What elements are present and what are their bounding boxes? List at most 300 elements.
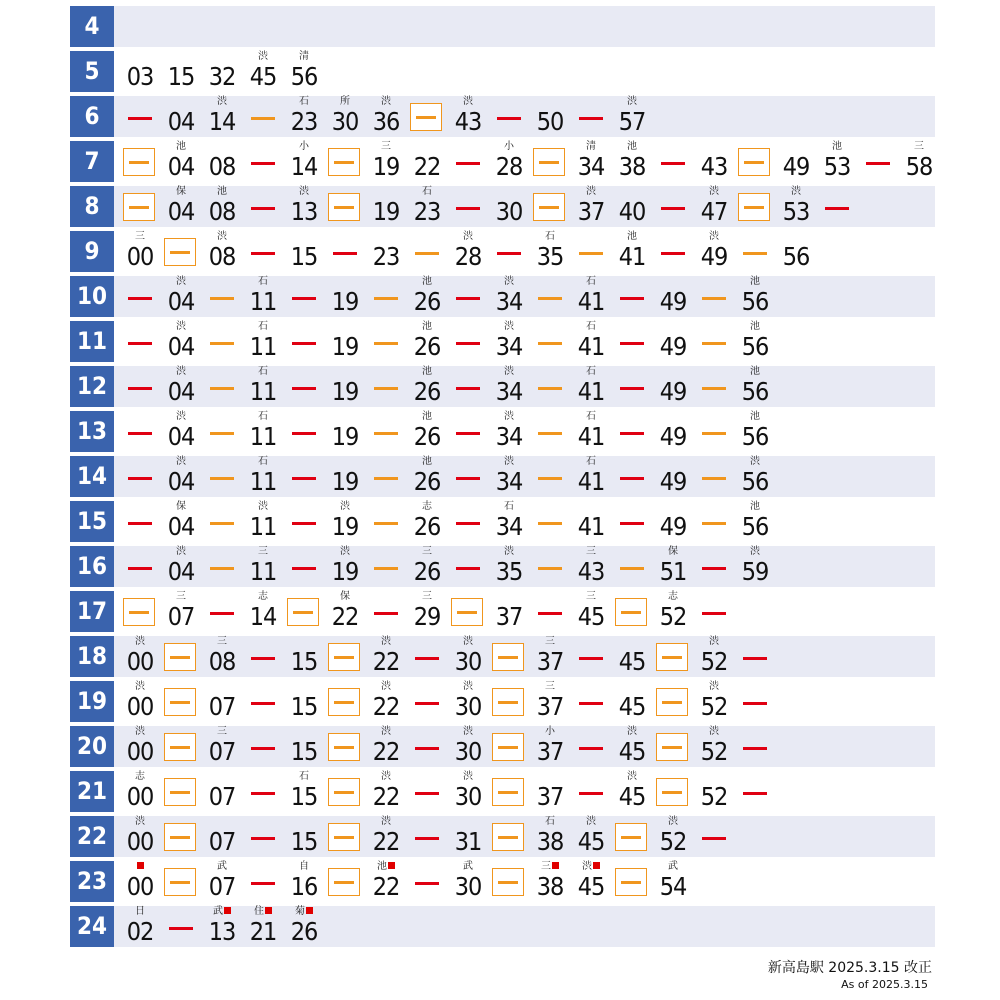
red-dash-icon — [653, 141, 693, 182]
departure — [735, 411, 775, 452]
hour-label: 19 — [70, 681, 114, 722]
red-dash — [128, 432, 152, 435]
destination-text: 渋 — [586, 186, 596, 197]
boxed-dash-icon — [161, 726, 201, 767]
hour-row — [70, 591, 935, 632]
orange-box-icon — [451, 598, 483, 626]
red-dash-icon — [120, 546, 160, 587]
red-dash — [538, 612, 562, 615]
orange-dash-icon — [571, 231, 611, 272]
departure-minute: 37 — [536, 782, 564, 811]
departure-minute: 04 — [167, 287, 195, 316]
departure-minute: 30 — [454, 737, 482, 766]
orange-dash-icon — [612, 546, 652, 587]
orange-box-icon — [287, 598, 319, 626]
hour-label: 5 — [70, 51, 114, 92]
red-dash-icon — [407, 861, 447, 902]
red-dash-icon — [489, 231, 529, 272]
boxed-dash-icon — [489, 816, 529, 857]
destination-text: 渋 — [709, 726, 719, 737]
departure-minute: 30 — [454, 647, 482, 676]
red-dash-icon — [694, 591, 734, 632]
departure-minute: 23 — [413, 197, 441, 226]
departure-minute: 15 — [290, 782, 318, 811]
departure-minute: 19 — [372, 152, 400, 181]
boxed-dash-icon — [161, 231, 201, 272]
destination-text: 三 — [545, 681, 555, 692]
departure — [202, 231, 242, 272]
red-dash-icon — [243, 186, 283, 227]
departure — [571, 411, 611, 452]
revision-date: 2025.3.15 改正 — [828, 960, 932, 976]
departure — [612, 231, 652, 272]
departure-minute: 41 — [618, 242, 646, 271]
departure — [735, 546, 775, 587]
departure — [202, 816, 242, 857]
boxed-dash-icon — [735, 186, 775, 227]
boxed-dash-icon — [325, 186, 365, 227]
departure-minute: 22 — [372, 692, 400, 721]
departure-minute: 26 — [413, 332, 441, 361]
destination-text: 石 — [545, 816, 555, 827]
red-dash — [456, 567, 480, 570]
orange-box-icon — [533, 193, 565, 221]
destination-text: 池 — [627, 141, 637, 152]
destination-text: 渋 — [668, 816, 678, 827]
departure-minute: 29 — [413, 602, 441, 631]
destination-text: 三 — [586, 591, 596, 602]
departure-minute: 34 — [495, 332, 523, 361]
departure — [243, 51, 283, 92]
departure — [612, 681, 652, 722]
departure-minute: 19 — [331, 422, 359, 451]
departure — [489, 141, 529, 182]
hour-label: 16 — [70, 546, 114, 587]
boxed-dash-icon — [161, 636, 201, 677]
red-dash — [743, 702, 767, 705]
departure — [407, 366, 447, 407]
departure-minute: 15 — [167, 62, 195, 91]
red-dash — [825, 207, 849, 210]
departure — [284, 96, 324, 137]
red-square-icon — [388, 862, 395, 869]
departure-minute: 41 — [577, 467, 605, 496]
departure — [489, 276, 529, 317]
departure-minute: 57 — [618, 107, 646, 136]
departure — [735, 456, 775, 497]
departure-minute: 56 — [741, 377, 769, 406]
departure-minute: 14 — [249, 602, 277, 631]
red-dash — [661, 207, 685, 210]
red-dash-icon — [325, 231, 365, 272]
red-dash — [292, 432, 316, 435]
hour-row — [70, 6, 935, 47]
departure-minute: 26 — [413, 377, 441, 406]
orange-box-icon — [738, 148, 770, 176]
departure — [325, 501, 365, 542]
departure — [612, 726, 652, 767]
departure — [202, 51, 242, 92]
hour-row — [70, 141, 935, 182]
destination-text: 石 — [586, 456, 596, 467]
red-dash-icon — [489, 96, 529, 137]
orange-dash — [210, 387, 234, 390]
red-dash — [292, 567, 316, 570]
red-dash — [661, 162, 685, 165]
boxed-dash-icon — [530, 141, 570, 182]
departure-minute: 28 — [495, 152, 523, 181]
orange-dash — [538, 477, 562, 480]
departure — [612, 141, 652, 182]
departure — [489, 321, 529, 362]
departure — [284, 816, 324, 857]
hour-label: 22 — [70, 816, 114, 857]
destination-text: 池 — [750, 276, 760, 287]
departure-minute: 34 — [495, 512, 523, 541]
orange-dash-icon — [202, 366, 242, 407]
orange-dash-icon — [202, 456, 242, 497]
departure-minute: 37 — [536, 647, 564, 676]
red-dash — [579, 657, 603, 660]
orange-dash-icon — [530, 501, 570, 542]
red-dash — [456, 207, 480, 210]
departure — [161, 456, 201, 497]
red-dash-icon — [448, 141, 488, 182]
departure-minute: 38 — [536, 827, 564, 856]
boxed-dash-icon — [489, 861, 529, 902]
departure — [899, 141, 939, 182]
departure-minute: 04 — [167, 377, 195, 406]
orange-dash — [374, 342, 398, 345]
departure — [366, 96, 406, 137]
red-dash-icon — [284, 366, 324, 407]
departure — [776, 186, 816, 227]
departure-minute: 32 — [208, 62, 236, 91]
orange-dash — [538, 522, 562, 525]
departure — [202, 96, 242, 137]
departure-minute: 15 — [290, 737, 318, 766]
departure-minute: 19 — [331, 332, 359, 361]
destination-text: 池 — [422, 321, 432, 332]
departure-minute: 15 — [290, 692, 318, 721]
hour-row — [70, 636, 935, 677]
departure-minute: 15 — [290, 647, 318, 676]
destination-text: 渋 — [217, 96, 227, 107]
red-dash — [292, 522, 316, 525]
departure-minute: 11 — [249, 377, 277, 406]
destination-text: 所 — [340, 96, 350, 107]
orange-box-icon — [410, 103, 442, 131]
boxed-dash-icon — [120, 186, 160, 227]
departure — [448, 816, 488, 857]
destination-text: 三 — [586, 546, 596, 557]
orange-dash-icon — [366, 276, 406, 317]
red-dash — [415, 657, 439, 660]
departure-minute: 26 — [290, 917, 318, 946]
orange-dash-icon — [366, 321, 406, 362]
departure-minute: 11 — [249, 557, 277, 586]
red-dash — [743, 657, 767, 660]
destination-text: 池 — [750, 501, 760, 512]
departure — [161, 321, 201, 362]
departure — [120, 636, 160, 677]
departure — [407, 411, 447, 452]
orange-dash-icon — [202, 411, 242, 452]
red-dash-icon — [448, 276, 488, 317]
red-dash-icon — [120, 321, 160, 362]
orange-dash — [702, 387, 726, 390]
departure-minute: 11 — [249, 287, 277, 316]
departure-minute: 07 — [208, 692, 236, 721]
orange-box-icon — [123, 148, 155, 176]
destination-text: 渋 — [504, 456, 514, 467]
destination-text: 志 — [668, 591, 678, 602]
red-square-icon — [224, 907, 231, 914]
red-dash — [620, 432, 644, 435]
orange-box-icon — [656, 733, 688, 761]
red-dash-icon — [448, 321, 488, 362]
destination-text: 住 — [254, 906, 264, 917]
destination-text: 渋 — [504, 411, 514, 422]
departure-minute: 43 — [577, 557, 605, 586]
hour-row — [70, 681, 935, 722]
red-dash-icon — [243, 771, 283, 812]
departure — [530, 231, 570, 272]
hour-label: 6 — [70, 96, 114, 137]
departure-minute: 50 — [536, 107, 564, 136]
departure — [448, 726, 488, 767]
red-dash — [169, 927, 193, 930]
destination-text: 渋 — [582, 861, 592, 872]
destination-text: 渋 — [627, 96, 637, 107]
departure — [735, 501, 775, 542]
destination-text: 菊 — [295, 906, 305, 917]
red-dash-icon — [407, 816, 447, 857]
red-dash-icon — [448, 501, 488, 542]
boxed-dash-icon — [612, 816, 652, 857]
destination-text: 渋 — [381, 771, 391, 782]
departure-minute: 22 — [372, 872, 400, 901]
departure — [776, 141, 816, 182]
destination-text: 渋 — [299, 186, 309, 197]
orange-dash-icon — [694, 366, 734, 407]
departure — [407, 591, 447, 632]
departure-minute: 45 — [577, 827, 605, 856]
departure — [612, 771, 652, 812]
departure-minute: 34 — [577, 152, 605, 181]
hour-label: 17 — [70, 591, 114, 632]
orange-dash — [702, 477, 726, 480]
destination-text: 石 — [299, 771, 309, 782]
hour-row — [70, 186, 935, 227]
destination-text: 石 — [258, 321, 268, 332]
orange-box-icon — [164, 733, 196, 761]
departure-minute: 04 — [167, 152, 195, 181]
departure — [530, 636, 570, 677]
red-dash-icon — [407, 681, 447, 722]
boxed-dash-icon — [448, 591, 488, 632]
boxed-dash-icon — [407, 96, 447, 137]
destination-text: 三 — [258, 546, 268, 557]
boxed-dash-icon — [325, 771, 365, 812]
orange-dash — [210, 522, 234, 525]
red-dash-icon — [612, 366, 652, 407]
red-dash — [415, 792, 439, 795]
red-dash — [456, 162, 480, 165]
red-square-icon — [137, 862, 144, 869]
departure — [694, 636, 734, 677]
departure-minute: 26 — [413, 557, 441, 586]
red-square-icon — [593, 862, 600, 869]
departure — [120, 816, 160, 857]
destination-text: 三 — [381, 141, 391, 152]
destination-text: 三 — [422, 591, 432, 602]
departure-minute: 51 — [659, 557, 687, 586]
red-dash-icon — [653, 186, 693, 227]
departure — [694, 141, 734, 182]
hour-row — [70, 51, 935, 92]
orange-dash — [374, 477, 398, 480]
departure — [653, 321, 693, 362]
red-dash — [415, 747, 439, 750]
departure-minute: 22 — [413, 152, 441, 181]
departure — [366, 816, 406, 857]
departure — [366, 636, 406, 677]
departure-minute: 08 — [208, 242, 236, 271]
as-of-date: As of 2025.3.15 — [841, 978, 928, 991]
red-dash-icon — [694, 816, 734, 857]
orange-box-icon — [656, 778, 688, 806]
orange-dash — [210, 432, 234, 435]
departure — [571, 321, 611, 362]
departure — [243, 546, 283, 587]
destination-text: 渋 — [627, 726, 637, 737]
boxed-dash-icon — [161, 861, 201, 902]
departure-minute: 13 — [290, 197, 318, 226]
departure — [366, 726, 406, 767]
departure-minute: 16 — [290, 872, 318, 901]
orange-dash — [702, 342, 726, 345]
destination-text: 三 — [914, 141, 924, 152]
red-dash — [456, 387, 480, 390]
orange-box-icon — [164, 238, 196, 266]
departure — [448, 231, 488, 272]
red-dash-icon — [612, 456, 652, 497]
orange-box-icon — [492, 823, 524, 851]
red-dash-icon — [284, 456, 324, 497]
departure — [407, 456, 447, 497]
departure-minute: 45 — [577, 602, 605, 631]
orange-box-icon — [656, 688, 688, 716]
destination-text: 渋 — [217, 231, 227, 242]
departure — [735, 321, 775, 362]
destination-text: 渋 — [381, 726, 391, 737]
orange-box-icon — [328, 643, 360, 671]
orange-box-icon — [328, 823, 360, 851]
departure-minute: 52 — [659, 827, 687, 856]
destination-text: 渋 — [504, 321, 514, 332]
departure — [325, 546, 365, 587]
red-dash-icon — [612, 501, 652, 542]
boxed-dash-icon — [489, 726, 529, 767]
boxed-dash-icon — [325, 636, 365, 677]
departure — [489, 591, 529, 632]
departure-minute: 26 — [413, 287, 441, 316]
destination-text: 志 — [422, 501, 432, 512]
departure-minute: 49 — [659, 287, 687, 316]
orange-box-icon — [164, 643, 196, 671]
departure-minute: 37 — [536, 737, 564, 766]
departure-minute: 49 — [659, 377, 687, 406]
departure-minute: 21 — [249, 917, 277, 946]
departure — [366, 861, 406, 902]
departure-minute: 56 — [741, 512, 769, 541]
departure — [366, 231, 406, 272]
destination-text: 志 — [258, 591, 268, 602]
departure — [489, 366, 529, 407]
station-name: 新高島駅 — [767, 960, 824, 976]
timetable-grid — [70, 6, 935, 951]
departure — [161, 501, 201, 542]
orange-box-icon — [328, 868, 360, 896]
hour-label: 15 — [70, 501, 114, 542]
boxed-dash-icon — [325, 141, 365, 182]
departure-minute: 41 — [577, 422, 605, 451]
orange-dash — [210, 297, 234, 300]
orange-box-icon — [615, 598, 647, 626]
departure — [325, 96, 365, 137]
hour-row — [70, 276, 935, 317]
departure-minute: 37 — [577, 197, 605, 226]
orange-dash-icon — [694, 321, 734, 362]
departure — [284, 681, 324, 722]
red-dash-icon — [858, 141, 898, 182]
departure-minute: 30 — [454, 692, 482, 721]
destination-text: 渋 — [463, 96, 473, 107]
red-dash — [702, 567, 726, 570]
departure — [448, 771, 488, 812]
departure — [202, 636, 242, 677]
departure — [243, 411, 283, 452]
departure-minute: 40 — [618, 197, 646, 226]
departure — [161, 591, 201, 632]
destination-text: 武 — [668, 861, 678, 872]
departure-minute: 36 — [372, 107, 400, 136]
hour-label: 20 — [70, 726, 114, 767]
orange-dash-icon — [202, 276, 242, 317]
orange-dash — [374, 297, 398, 300]
departure-minute: 15 — [290, 242, 318, 271]
hour-row — [70, 456, 935, 497]
red-dash — [456, 522, 480, 525]
red-dash — [579, 702, 603, 705]
destination-text: 渋 — [709, 231, 719, 242]
destination-text: 池 — [176, 141, 186, 152]
departure-minute: 11 — [249, 512, 277, 541]
departure — [530, 861, 570, 902]
departure-minute: 19 — [331, 512, 359, 541]
boxed-dash-icon — [489, 636, 529, 677]
departure-minute: 11 — [249, 332, 277, 361]
departure-minute: 45 — [618, 782, 646, 811]
departure-minute: 38 — [618, 152, 646, 181]
departure-minute: 41 — [577, 377, 605, 406]
boxed-dash-icon — [161, 771, 201, 812]
departure-minute: 19 — [331, 467, 359, 496]
departure — [571, 186, 611, 227]
boxed-dash-icon — [530, 186, 570, 227]
red-dash-icon — [243, 726, 283, 767]
